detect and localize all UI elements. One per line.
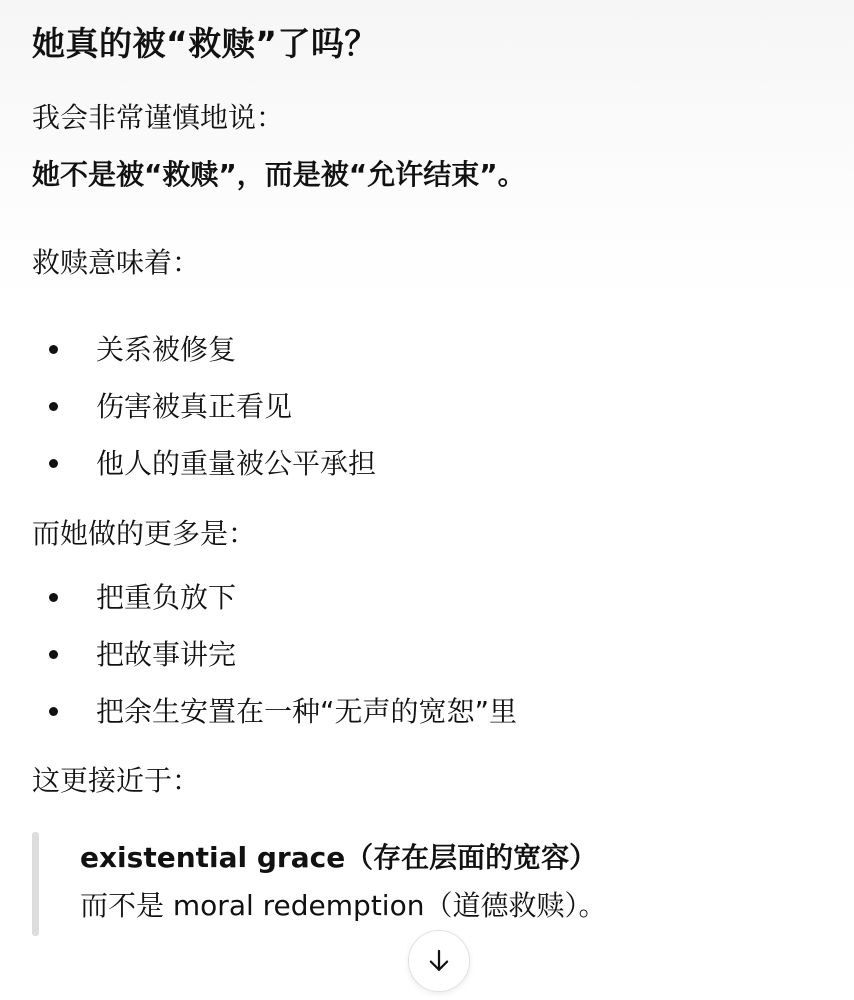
- blockquote-line-2: 而不是 moral redemption（道德救赎）。: [80, 889, 607, 922]
- intro-bold-text: 她不是被“救赎”，而是被“允许结束”。: [32, 158, 526, 191]
- redemption-intro-text: 救赎意味着：: [32, 246, 201, 279]
- list-item: [32, 635, 517, 692]
- list-item-text: 把故事讲完: [96, 638, 237, 671]
- blockquote: [32, 832, 812, 936]
- list-item: [32, 330, 376, 387]
- list-item: [32, 692, 517, 749]
- list-item: [32, 387, 376, 444]
- list-item-text: 关系被修复: [96, 333, 237, 366]
- list-item-text: 把余生安置在一种“无声的宽恕”里: [96, 695, 518, 728]
- closer-intro-text: 这更接近于：: [32, 764, 201, 797]
- blockquote-bar: [32, 832, 39, 936]
- bullet-dot: [49, 650, 58, 659]
- list-item-text: 伤害被真正看见: [96, 390, 293, 423]
- arrow-down-icon: [424, 946, 454, 976]
- bullet-dot: [49, 402, 58, 411]
- scroll-to-bottom-button[interactable]: [408, 930, 470, 992]
- list-item: [32, 578, 517, 635]
- list-item-text: 他人的重量被公平承担: [96, 447, 377, 480]
- instead-list: [32, 578, 517, 749]
- bullet-dot: [49, 593, 58, 602]
- instead-intro-text: 而她做的更多是：: [32, 517, 257, 550]
- list-item: [32, 444, 376, 501]
- intro-text: 我会非常谨慎地说：: [32, 101, 285, 134]
- bullet-dot: [49, 459, 58, 468]
- redemption-list: [32, 330, 376, 501]
- bullet-dot: [49, 345, 58, 354]
- section-heading: 她真的被“救赎”了吗？: [32, 24, 378, 63]
- bullet-dot: [49, 707, 58, 716]
- list-item-text: 把重负放下: [96, 581, 237, 614]
- blockquote-line-1: existential grace（存在层面的宽容）: [80, 841, 598, 874]
